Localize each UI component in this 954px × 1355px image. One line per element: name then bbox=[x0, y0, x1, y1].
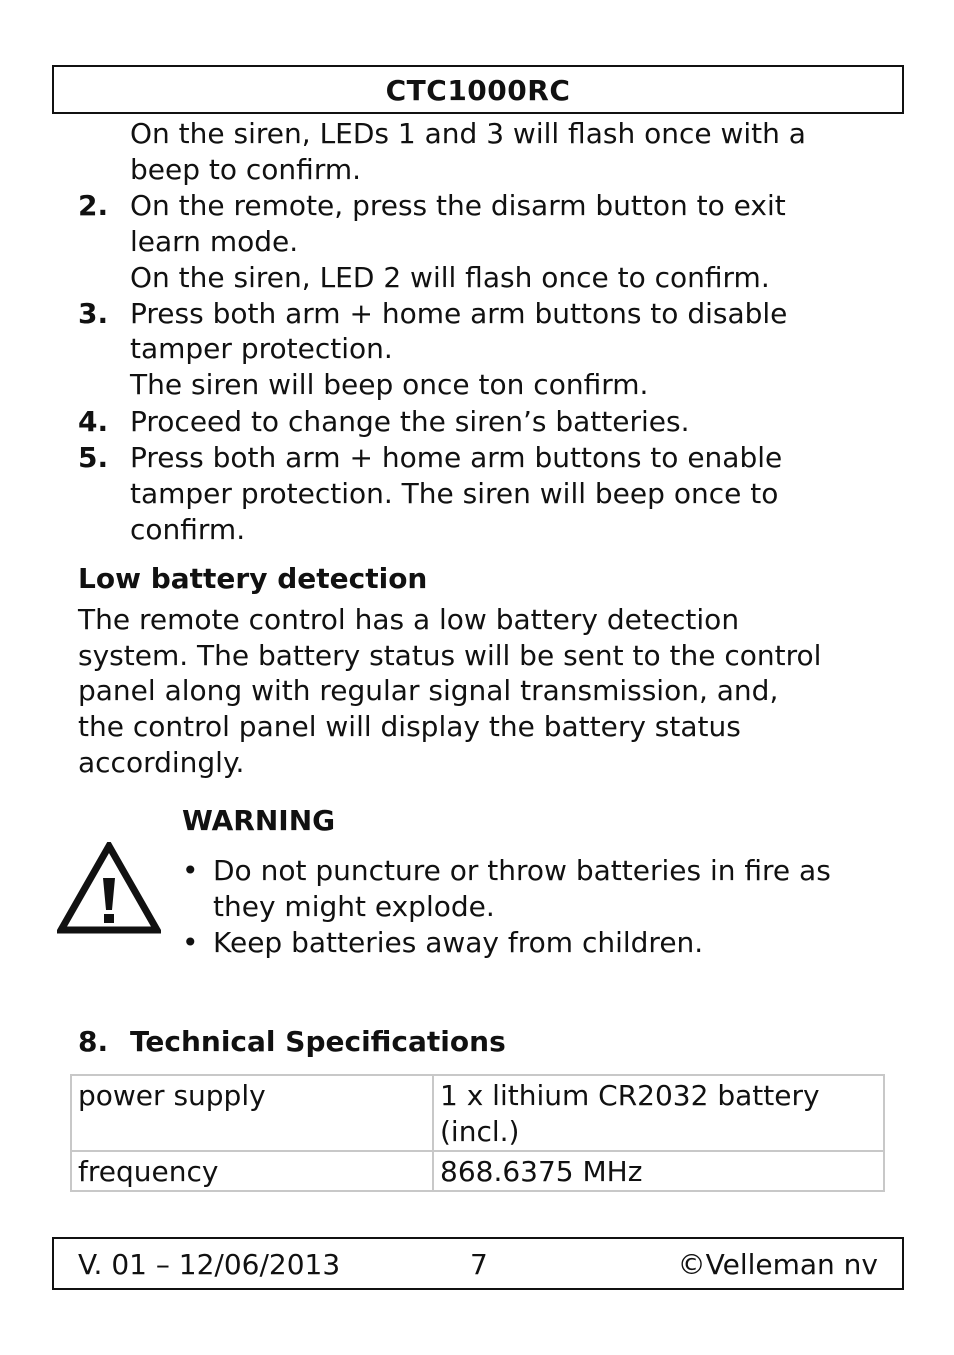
spec-label-text: power supply bbox=[78, 1079, 266, 1112]
spec-label-text: frequency bbox=[78, 1155, 219, 1188]
step-number-5: 5. bbox=[78, 441, 109, 474]
step-2-line-1: On the remote, press the disarm button to exit bbox=[130, 189, 786, 222]
page-footer bbox=[52, 1237, 904, 1290]
step-1-continued-line-1: On the siren, LEDs 1 and 3 will flash once with a bbox=[130, 117, 806, 150]
specs-number: 8. bbox=[78, 1025, 109, 1058]
warning-bullet-1: • bbox=[182, 854, 199, 887]
step-5-line-2: tamper protection. The siren will beep once to bbox=[130, 477, 779, 510]
step-3-line-1: Press both arm + home arm buttons to disable bbox=[130, 297, 788, 330]
step-number-3: 3. bbox=[78, 297, 109, 330]
warning-item-1-line-2: they might explode. bbox=[213, 890, 495, 923]
step-5-line-1: Press both arm + home arm buttons to enable bbox=[130, 441, 783, 474]
warning-item-1-line-1: Do not puncture or throw batteries in fire as bbox=[213, 854, 831, 887]
low-battery-line-4: the control panel will display the battery status bbox=[78, 710, 741, 743]
warning-title: WARNING bbox=[182, 804, 336, 837]
step-3-line-2: tamper protection. bbox=[130, 332, 393, 365]
warning-bullet-2: • bbox=[182, 926, 199, 959]
footer-version: V. 01 – 12/06/2013 bbox=[78, 1248, 341, 1281]
step-5-line-3: confirm. bbox=[130, 513, 246, 546]
spec-value bbox=[433, 1151, 884, 1191]
specs-heading: Technical Specifications bbox=[130, 1025, 506, 1058]
table-row bbox=[71, 1151, 884, 1191]
spec-label bbox=[71, 1151, 433, 1191]
low-battery-heading: Low battery detection bbox=[78, 562, 428, 595]
footer-page-number: 7 bbox=[470, 1248, 488, 1281]
table-row bbox=[71, 1075, 884, 1151]
low-battery-line-3: panel along with regular signal transmission, and, bbox=[78, 674, 779, 707]
spec-label bbox=[71, 1075, 433, 1151]
page-header bbox=[52, 65, 904, 114]
low-battery-line-5: accordingly. bbox=[78, 746, 245, 779]
footer-copyright: ©Velleman nv bbox=[677, 1248, 878, 1281]
spec-value-line: 868.6375 MHz bbox=[440, 1155, 643, 1188]
spec-value-line: 1 x lithium CR2032 battery bbox=[440, 1079, 820, 1112]
specs-table bbox=[70, 1074, 885, 1192]
spec-value bbox=[433, 1075, 884, 1151]
step-4-line-1: Proceed to change the siren’s batteries. bbox=[130, 405, 690, 438]
warning-item-2-line-1: Keep batteries away from children. bbox=[213, 926, 704, 959]
low-battery-line-1: The remote control has a low battery detection bbox=[78, 603, 740, 636]
step-3-line-3: The siren will beep once ton confirm. bbox=[130, 368, 649, 401]
low-battery-line-2: system. The battery status will be sent to the control bbox=[78, 639, 822, 672]
warning-triangle-icon bbox=[57, 842, 161, 936]
step-2-line-2: learn mode. bbox=[130, 225, 299, 258]
header-title: CTC1000RC bbox=[385, 74, 571, 107]
spec-value-line: (incl.) bbox=[440, 1115, 520, 1148]
step-number-4: 4. bbox=[78, 405, 109, 438]
step-number-2: 2. bbox=[78, 189, 109, 222]
step-1-continued-line-2: beep to confirm. bbox=[130, 153, 362, 186]
step-2-line-3: On the siren, LED 2 will flash once to confirm. bbox=[130, 261, 770, 294]
